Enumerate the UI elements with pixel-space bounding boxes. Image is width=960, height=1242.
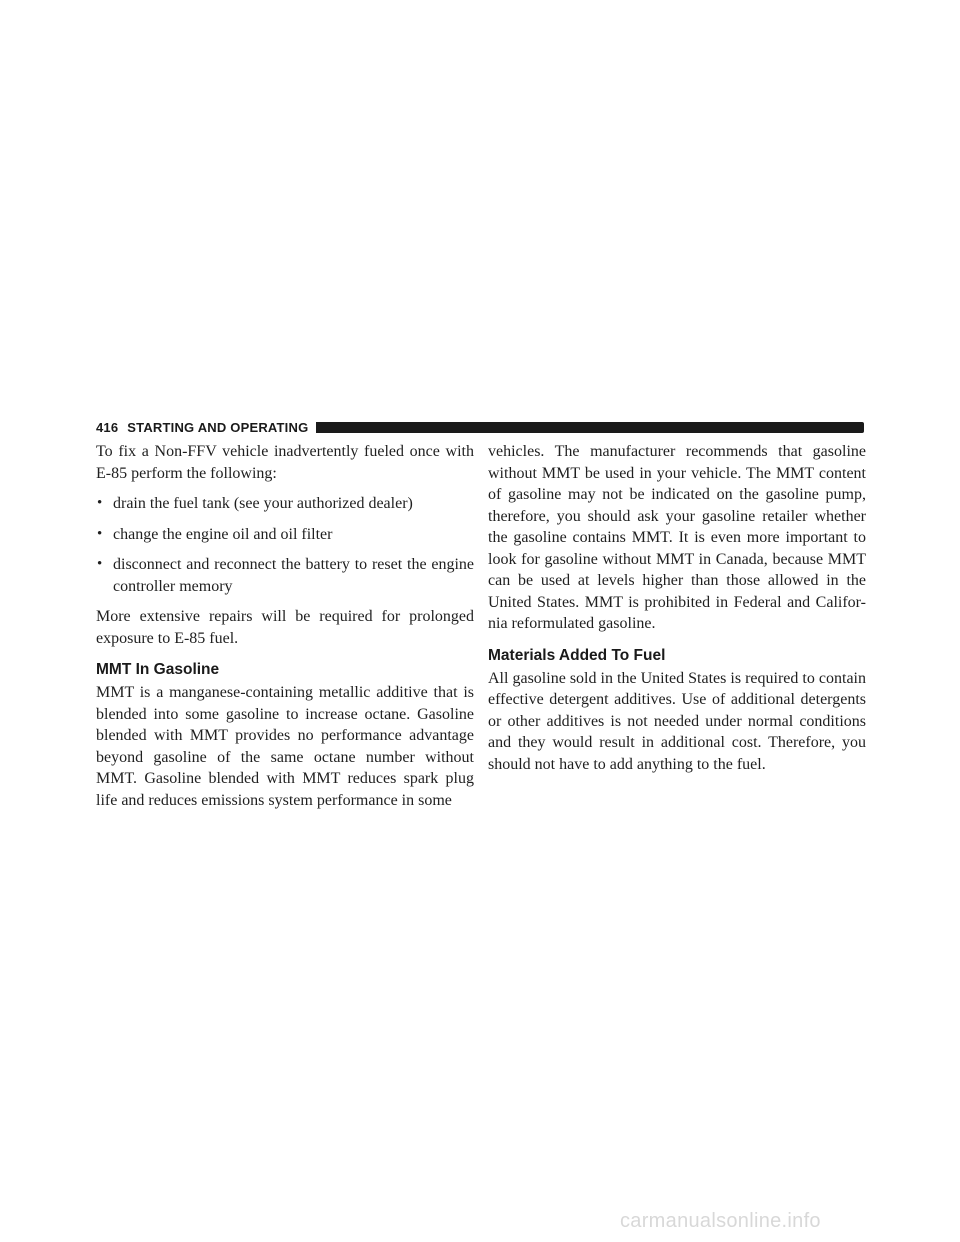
page-number: 416 xyxy=(96,419,119,435)
right-column xyxy=(488,441,866,785)
watermark: carmanualsonline.info xyxy=(620,1210,821,1232)
page-header xyxy=(96,419,864,435)
mmt-heading: MMT In Gasoline xyxy=(96,661,220,678)
header-rule xyxy=(316,422,864,433)
mmt-continued-paragraph: vehicles. The manufacturer recommends that gasoline without MMT be used in your vehicle. The MMT content of gasoline may not be indicated on the gasoline pump, therefore, you should ask your gasoline retailer whether the gasoline contains MMT. It is even more important to look for gasoline without MMT in Canada, because MMT can be used at levels higher than those allowed in the United States. MMT is prohibited in Federal and Califor-nia reformulated gasoline. xyxy=(488,443,866,632)
bullet-icon: • xyxy=(97,556,103,572)
list-item-text: change the engine oil and oil filter xyxy=(113,525,333,543)
section-title: STARTING AND OPERATING xyxy=(127,419,309,435)
list-item-text: drain the fuel tank (see your authorized dealer) xyxy=(113,495,413,512)
list-item-text: disconnect and reconnect the battery to reset the engine controller memory xyxy=(113,556,474,595)
materials-paragraph: All gasoline sold in the United States is required to contain effective detergent additives. Use of additional detergents or other additives is not needed under normal conditions and they would result in additional cost. Therefore, you should not have to add anything to the fuel. xyxy=(488,669,866,773)
closing-paragraph: More extensive repairs will be required for prolonged exposure to E-85 fuel. xyxy=(96,608,474,647)
list-item xyxy=(96,524,474,546)
materials-heading: Materials Added To Fuel xyxy=(488,646,666,664)
left-column xyxy=(96,441,474,821)
bullet-icon: • xyxy=(97,525,103,542)
mmt-paragraph: MMT is a manganese-containing metallic additive that is blended into some gasoline to increase octane. Gasoline blended with MMT provides no performance advantage beyond gasoline of the same octane number without MMT. Gasoline blended with MMT reduces spark plug life and reduces emissions system performance in some xyxy=(96,684,474,809)
intro-paragraph: To fix a Non-FFV vehicle inadvertently fueled once with E-85 perform the following: xyxy=(96,443,474,482)
bullet-icon: • xyxy=(97,495,103,511)
list-item xyxy=(96,493,474,515)
list-item xyxy=(96,554,474,597)
procedure-list xyxy=(96,493,474,597)
